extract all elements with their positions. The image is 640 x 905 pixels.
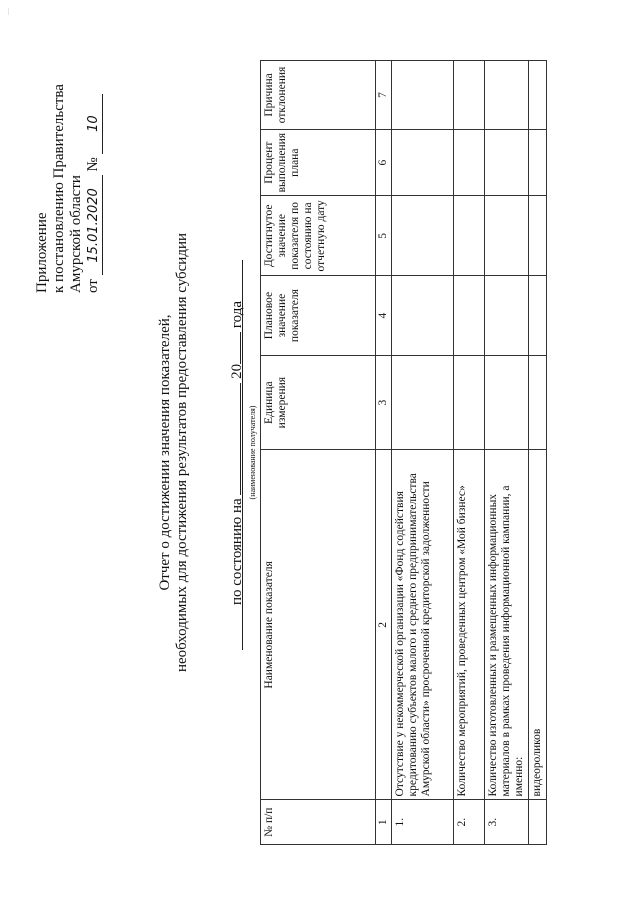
date-blank <box>226 383 241 495</box>
handwritten-number: 10 <box>85 94 103 154</box>
appendix-line-3: Амурской области <box>68 175 84 293</box>
column-number: 5 <box>376 196 392 276</box>
header-percent: Процент выполнения плана <box>261 129 376 196</box>
row-number <box>529 800 547 845</box>
column-number: 7 <box>376 61 392 130</box>
indicator-name: Количество изготовленных и размещенных информационных материалов в рамках проведения информационной кампании, а именно: <box>485 450 529 800</box>
as-of-line <box>226 301 246 605</box>
column-number: 1 <box>376 800 392 845</box>
appendix-line-1: Приложение <box>34 212 50 293</box>
indicator-name: видеороликов <box>529 450 547 800</box>
header-unit: Единица измерения <box>261 355 376 449</box>
indicators-table <box>260 60 547 845</box>
date-prefix: от <box>85 279 101 293</box>
appendix-date-line <box>85 84 103 293</box>
header-reason: Причина отклонения <box>261 61 376 130</box>
column-number: 3 <box>376 355 392 449</box>
table-header-row <box>261 61 376 845</box>
row-number: 3. <box>485 800 529 845</box>
appendix-line-2: к постановлению Правительства <box>51 84 67 293</box>
table-row <box>485 61 529 845</box>
year-blank <box>226 332 241 364</box>
column-number: 4 <box>376 276 392 356</box>
header-planned: Плановое значение показателя <box>261 276 376 356</box>
table-row <box>392 61 454 845</box>
column-number-row <box>376 61 392 845</box>
report-title-1: Отчет о достижении значения показателей, <box>157 314 173 591</box>
indicator-name: Количество мероприятий, проведенных центром «Мой бизнес» <box>454 450 485 800</box>
table-row <box>454 61 485 845</box>
table-row <box>529 61 547 845</box>
number-prefix: № <box>85 157 101 172</box>
year-suffix: года <box>229 300 245 329</box>
indicator-name: Отсутствие у некоммерческой организации «Фонд содействия кредитованию субъектов малого и среднего предпринимательства Амурской области» просроченной кредиторской задолженности <box>392 450 454 800</box>
as-of-prefix: по состоянию на <box>229 498 245 605</box>
header-achieved: Достигнутое значение показателя по состоянию на отчетную дату <box>261 196 376 276</box>
column-number: 2 <box>376 450 392 800</box>
scan-mark: — <box>4 8 12 15</box>
recipient-line <box>242 260 243 650</box>
recipient-caption: (наименование получателя) <box>248 405 257 500</box>
header-name: Наименование показателя <box>261 450 376 800</box>
appendix-block <box>34 84 103 293</box>
year-prefix: 20 <box>229 363 245 379</box>
handwritten-date: 15.01.2020 <box>85 175 103 275</box>
column-number: 6 <box>376 129 392 196</box>
row-number: 2. <box>454 800 485 845</box>
row-number: 1. <box>392 800 454 845</box>
header-num: № п/п <box>261 800 376 845</box>
report-title-2: необходимых для достижения результатов предоставления субсидии <box>174 232 190 673</box>
